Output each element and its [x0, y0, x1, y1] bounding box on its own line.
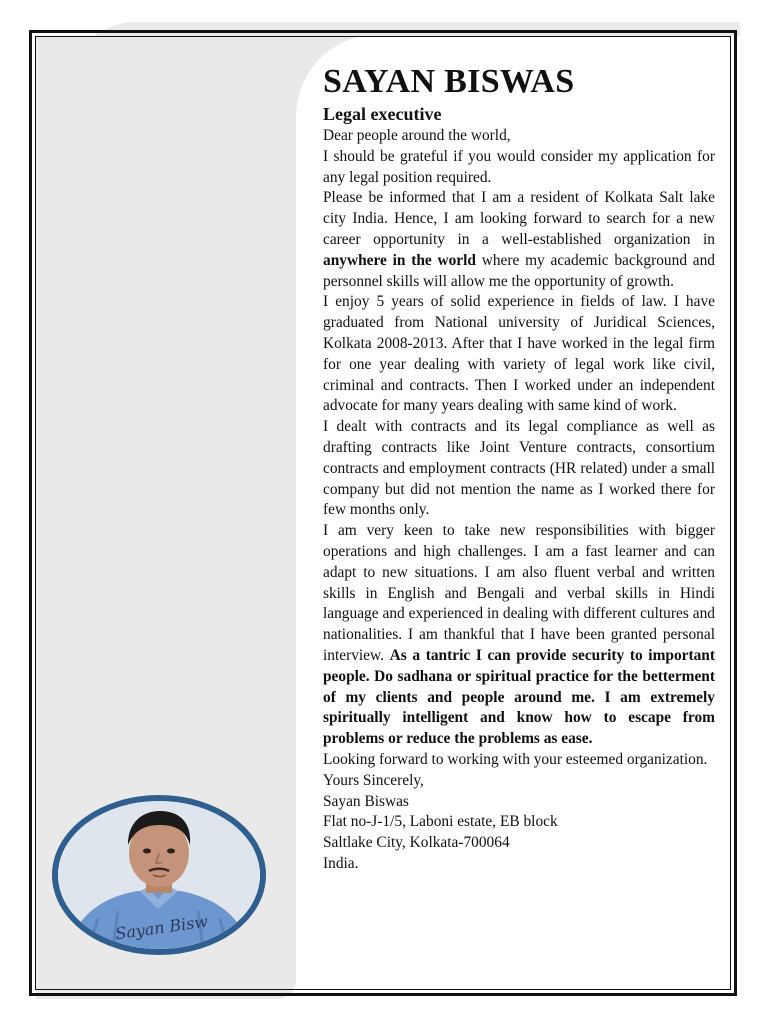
signer-name: Sayan Biswas [323, 792, 409, 810]
letter-content [323, 62, 715, 875]
paragraph-5: I am very keen to take new responsibilities with bigger operations and high challenges. I am a fast learner and can adapt to new situations. I am also fluent verbal and written skills in English and Bengali and verbal skills in Hindi language and experienced in dealing with different cultures and nationalities. I am thankful that I have been granted personal interview. As a tantric I can provide security to important people. Do sadhana or spiritual practice for the betterment of my clients and people around me. I am extremely spiritually intelligent and know how to escape from problems or reduce the problems as ease. [323, 522, 715, 748]
paragraph-2: Please be informed that I am a resident of Kolkata Salt lake city India. Hence, I am looking forward to search for a new career opportunity in a well-established organization in anywhere in the world where my academic background and personnel skills will allow me the opportunity of growth. [323, 189, 715, 290]
address-line-2: Saltlake City, Kolkata-700064 [323, 834, 510, 852]
closing-line: Looking forward to working with your esteemed organization. [323, 750, 708, 768]
address-line-1: Flat no-J-1/5, Laboni estate, EB block [323, 813, 558, 831]
applicant-name: SAYAN BISWAS [323, 63, 575, 100]
portrait-image [58, 801, 260, 949]
paragraph-4: I dealt with contracts and its legal compliance as well as drafting contracts like Joint Venture contracts, consortium contracts and employment contracts (HR related) under a small company but did not mention the name as I worked there for few months only. [323, 418, 715, 519]
sign-off: Yours Sincerely, [323, 771, 424, 789]
paragraph-3: I enjoy 5 years of solid experience in fields of law. I have graduated from National university of Juridical Sciences, Kolkata 2008-2013. After that I have worked in the legal firm for one year dealing with variety of legal work like civil, criminal and contracts. Then I worked under an independent advocate for many years dealing with same kind of work. [323, 293, 715, 415]
profile-photo [52, 795, 266, 955]
photo-signature: Sayan Bisw [114, 911, 210, 944]
paragraph-1: I should be grateful if you would consider my application for any legal position required. [323, 147, 715, 186]
job-title: Legal executive [323, 104, 442, 124]
greeting: Dear people around the world, [323, 127, 511, 144]
address-line-3: India. [323, 854, 359, 872]
